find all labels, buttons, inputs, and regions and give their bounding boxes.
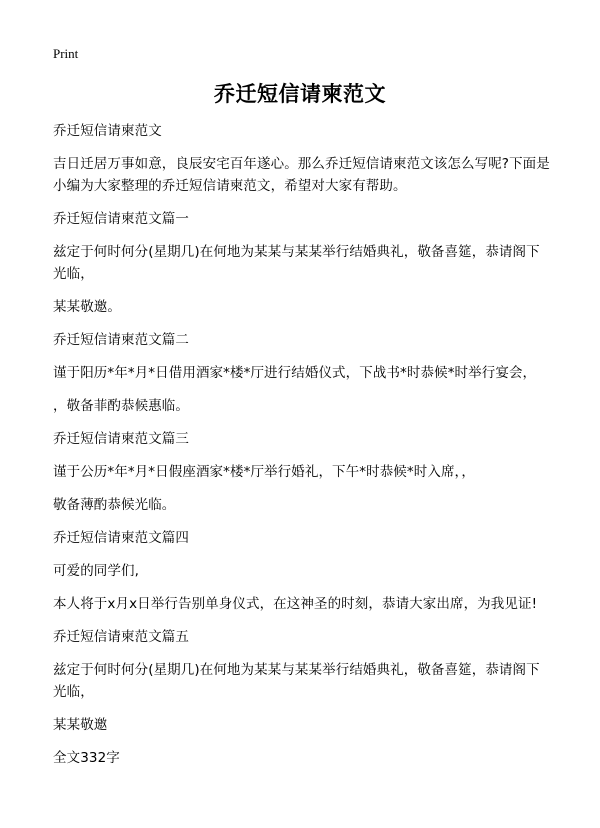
section-4-greeting: 可爱的同学们, xyxy=(53,563,139,579)
section-heading-1: 乔迁短信请柬范文篇一 xyxy=(53,211,189,227)
section-heading-2: 乔迁短信请柬范文篇二 xyxy=(53,332,189,348)
section-3-closing: 敬备薄酌恭候光临。 xyxy=(53,497,176,513)
document-body xyxy=(53,120,553,769)
section-4-text: 本人将于x月x日举行告别单身仪式，在这神圣的时刻，恭请大家出席，为我见证! xyxy=(53,596,538,612)
section-5-text: 兹定于何时何分(星期几)在何地为某某与某某举行结婚典礼，敬备喜筵，恭请阁下光临， xyxy=(53,662,540,700)
section-heading-3: 乔迁短信请柬范文篇三 xyxy=(53,431,189,447)
section-heading-5: 乔迁短信请柬范文篇五 xyxy=(53,629,189,645)
section-heading-4: 乔迁短信请柬范文篇四 xyxy=(53,530,189,546)
word-count: 全文332字 xyxy=(53,750,120,766)
section-2-closing: ，敬备菲酌恭候惠临。 xyxy=(53,398,189,414)
print-link[interactable]: Print xyxy=(53,46,79,61)
document-title: 乔迁短信请柬范文 xyxy=(214,82,386,106)
intro-paragraph: 吉日迁居万事如意，良辰安宅百年遂心。那么乔迁短信请柬范文该怎么写呢?下面是小编为大家整理的乔迁短信请柬范文，希望对大家有帮助。 xyxy=(53,156,550,194)
section-5-signature: 某某敬邀 xyxy=(53,717,108,733)
section-2-text: 谨于阳历*年*月*日借用酒家*楼*厅进行结婚仪式，下战书*时恭候*时举行宴会， xyxy=(53,365,537,381)
section-1-signature: 某某敬邀。 xyxy=(53,299,121,315)
section-3-text: 谨于公历*年*月*日假座酒家*楼*厅举行婚礼，下午*时恭候*时入席，， xyxy=(53,464,475,480)
section-1-text: 兹定于何时何分(星期几)在何地为某某与某某举行结婚典礼，敬备喜筵，恭请阁下光临， xyxy=(53,244,540,282)
intro-heading: 乔迁短信请柬范文 xyxy=(53,123,162,139)
